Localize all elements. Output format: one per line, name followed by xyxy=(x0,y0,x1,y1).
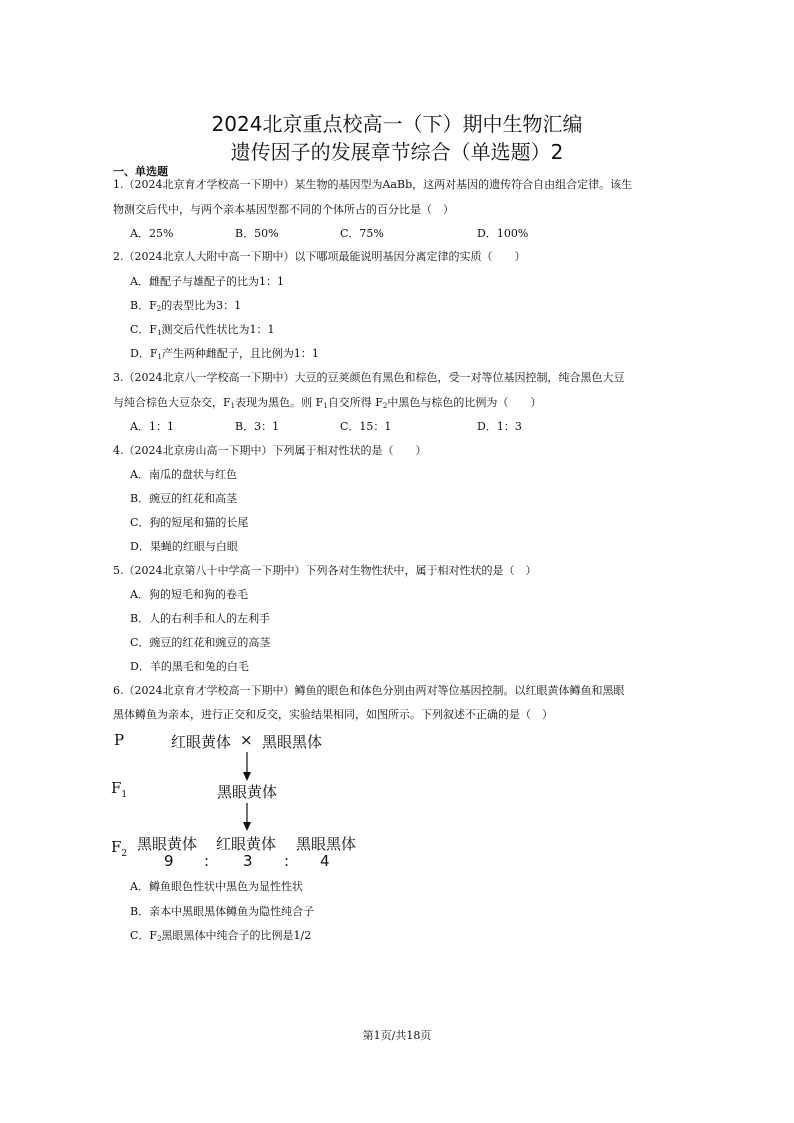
ratio-b: 3 xyxy=(243,852,253,870)
subscript: 2 xyxy=(156,305,162,313)
option-b: B．50% xyxy=(235,227,279,240)
question-4-option-a: A．南瓜的盘状与红色 xyxy=(130,468,237,481)
question-5-option-b: B．人的右利手和人的左利手 xyxy=(130,612,271,625)
question-6-option-a: A．鳟鱼眼色性状中黑色为显性性状 xyxy=(130,880,303,893)
page-footer: 第1页/共18页 xyxy=(362,1029,432,1042)
ratio-colon-1: : xyxy=(204,852,210,870)
option-b: B．3：1 xyxy=(235,420,280,433)
subscript: 1 xyxy=(157,353,162,361)
question-2-option-a: A．雌配子与雄配子的比为1：1 xyxy=(130,275,284,288)
option-text: D．F xyxy=(130,347,158,360)
question-5-option-c: C．豌豆的红花和豌豆的高茎 xyxy=(130,636,271,649)
text: 中黑色与棕色的比例为（ ） xyxy=(387,396,542,409)
option-d: D．100% xyxy=(477,227,529,240)
question-2-line-1: 2.（2024北京人大附中高一下期中）以下哪项最能说明基因分离定律的实质（ ） xyxy=(113,250,526,263)
question-2-option-d xyxy=(130,347,319,364)
label-text: F xyxy=(111,779,122,797)
option-text: 产生两种雌配子，且比例为1：1 xyxy=(161,347,319,360)
question-6-line-2: 黑体鳟鱼为亲本，进行正交和反交，实验结果相同，如图所示。下列叙述不正确的是（ ） xyxy=(113,708,553,721)
option-text: 测交后代性状比为1：1 xyxy=(161,323,275,336)
question-4-option-b: B．豌豆的红花和高茎 xyxy=(130,492,238,505)
question-5-option-a: A．狗的短毛和狗的卷毛 xyxy=(130,588,248,601)
option-d: D．1：3 xyxy=(477,420,522,433)
subscript: 2 xyxy=(382,402,388,410)
question-4-line-1: 4.（2024北京房山高一下期中）下列属于相对性状的是（ ） xyxy=(113,444,427,457)
question-1-line-1: 1.（2024北京育才学校高一下期中）某生物的基因型为AaBb，这两对基因的遗传符合自由组合定律。该生 xyxy=(113,178,633,191)
question-6-option-c xyxy=(130,929,311,946)
question-4-option-c: C．狗的短尾和猫的长尾 xyxy=(130,516,249,529)
question-6-option-b: B．亲本中黑眼黑体鳟鱼为隐性纯合子 xyxy=(130,905,315,918)
question-2-option-b xyxy=(130,299,241,316)
question-6-line-1: 6.（2024北京育才学校高一下期中）鳟鱼的眼色和体色分别由两对等位基因控制。以红眼黄体鳟鱼和黑眼 xyxy=(113,684,625,697)
document-subtitle: 遗传因子的发展章节综合（单选题）2 xyxy=(230,140,564,164)
ratio-c: 4 xyxy=(320,852,330,870)
generation-f1-label xyxy=(111,779,127,800)
subscript: 1 xyxy=(230,402,236,410)
section-heading: 一、单选题 xyxy=(113,165,168,178)
f2-phenotype-c: 黑眼黑体 xyxy=(296,835,357,853)
subscript: 2 xyxy=(121,849,128,859)
ratio-colon-2: : xyxy=(284,852,290,870)
option-c: C．75% xyxy=(340,227,384,240)
question-1-line-2: 物测交后代中，与两个亲本基因型都不同的个体所占的百分比是（ ） xyxy=(113,203,454,216)
question-3-line-1: 3.（2024北京八一学校高一下期中）大豆的豆荚颜色有黑色和棕色，受一对等位基因控制，纯合黑色大豆 xyxy=(113,371,625,384)
option-text: 黑眼黑体中纯合子的比例是1/2 xyxy=(161,929,312,942)
question-2-option-c xyxy=(130,323,275,340)
generation-f2-label xyxy=(111,838,127,859)
text: 与纯合棕色大豆杂交，F xyxy=(113,396,231,409)
parent-left: 红眼黄体 xyxy=(171,733,232,751)
f2-phenotype-b: 红眼黄体 xyxy=(216,835,277,853)
option-a: A．1：1 xyxy=(130,420,174,433)
option-text: C．F xyxy=(130,323,158,336)
f1-phenotype: 黑眼黄体 xyxy=(217,783,278,801)
question-4-option-d: D．果蝇的红眼与白眼 xyxy=(130,540,238,553)
option-text: B．F xyxy=(130,299,157,312)
subscript: 1 xyxy=(157,329,162,337)
parent-right: 黑眼黑体 xyxy=(262,733,323,751)
option-c: C．15：1 xyxy=(340,420,392,433)
option-a: A．25% xyxy=(130,227,174,240)
document-title: 2024北京重点校高一（下）期中生物汇编 xyxy=(211,112,583,136)
subscript: 2 xyxy=(157,935,162,943)
cross-symbol: × xyxy=(240,731,253,749)
label-text: F xyxy=(111,838,122,856)
subscript: 1 xyxy=(323,402,328,410)
generation-p-label: P xyxy=(114,731,125,749)
text: 自交所得 F xyxy=(327,396,383,409)
question-3-line-2 xyxy=(113,396,541,413)
question-5-option-d: D．羊的黑毛和兔的白毛 xyxy=(130,660,249,673)
option-text: 的表型比为3：1 xyxy=(161,299,242,312)
option-text: C．F xyxy=(130,929,158,942)
arrow-2-head xyxy=(243,822,251,831)
arrow-1-head xyxy=(243,772,251,781)
subscript: 1 xyxy=(121,790,128,800)
text: 表现为黑色。则 F xyxy=(235,396,324,409)
ratio-a: 9 xyxy=(164,852,174,870)
question-5-line-1: 5.（2024北京第八十中学高一下期中）下列各对生物性状中，属于相对性状的是（ ） xyxy=(113,564,537,577)
f2-phenotype-a: 黑眼黄体 xyxy=(137,835,198,853)
